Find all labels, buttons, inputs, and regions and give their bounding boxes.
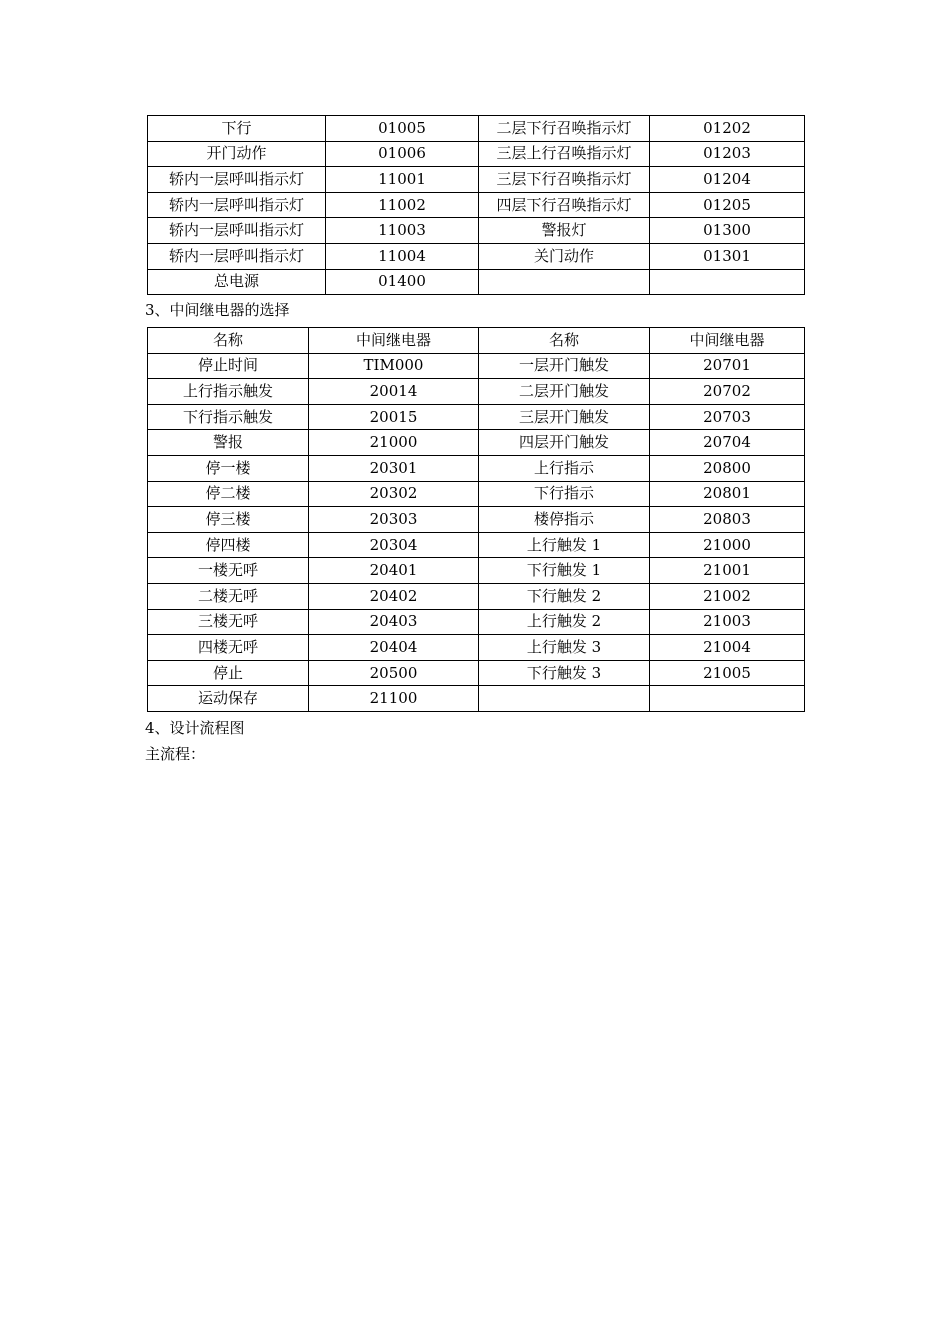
table-cell: 轿内一层呼叫指示灯 bbox=[148, 192, 326, 218]
table-cell: 20403 bbox=[309, 609, 479, 635]
table-row bbox=[148, 609, 805, 635]
table-cell: 11003 bbox=[326, 218, 479, 244]
table-cell: 上行触发 3 bbox=[479, 635, 650, 661]
table-cell: 下行触发 3 bbox=[479, 660, 650, 686]
table-cell: 关门动作 bbox=[479, 243, 650, 269]
table-cell bbox=[650, 686, 805, 712]
table-cell: 轿内一层呼叫指示灯 bbox=[148, 243, 326, 269]
table-cell: 21004 bbox=[650, 635, 805, 661]
table-row bbox=[148, 455, 805, 481]
table-cell: 20704 bbox=[650, 430, 805, 456]
table-row bbox=[148, 583, 805, 609]
main-flow-label: 主流程： bbox=[145, 745, 206, 763]
table-row bbox=[148, 404, 805, 430]
table-cell: 下行指示触发 bbox=[148, 404, 309, 430]
column-header: 名称 bbox=[148, 328, 309, 354]
table-cell: 21000 bbox=[309, 430, 479, 456]
section-3-heading: 3、中间继电器的选择 bbox=[145, 301, 290, 319]
table-cell bbox=[479, 269, 650, 295]
table-row bbox=[148, 558, 805, 584]
io-table-body bbox=[148, 116, 805, 295]
table-cell bbox=[650, 269, 805, 295]
table-cell: 运动保存 bbox=[148, 686, 309, 712]
table-cell: 下行 bbox=[148, 116, 326, 142]
table-cell: 20801 bbox=[650, 481, 805, 507]
table-cell: 停止 bbox=[148, 660, 309, 686]
table-row bbox=[148, 218, 805, 244]
table-cell: 警报灯 bbox=[479, 218, 650, 244]
table-cell: 上行触发 2 bbox=[479, 609, 650, 635]
table-cell: 二楼无呼 bbox=[148, 583, 309, 609]
table-cell: 一楼无呼 bbox=[148, 558, 309, 584]
table-cell: 01400 bbox=[326, 269, 479, 295]
table-cell: 总电源 bbox=[148, 269, 326, 295]
table-cell: 20701 bbox=[650, 353, 805, 379]
table-cell: 20800 bbox=[650, 455, 805, 481]
table-cell: 20301 bbox=[309, 455, 479, 481]
table-row bbox=[148, 167, 805, 193]
table-cell: 20703 bbox=[650, 404, 805, 430]
table-cell: 下行触发 2 bbox=[479, 583, 650, 609]
table-cell: 01204 bbox=[650, 167, 805, 193]
table-row bbox=[148, 532, 805, 558]
table-row bbox=[148, 141, 805, 167]
table-cell: 21002 bbox=[650, 583, 805, 609]
table-cell: 01005 bbox=[326, 116, 479, 142]
table-row bbox=[148, 507, 805, 533]
table-cell: 下行指示 bbox=[479, 481, 650, 507]
table-row bbox=[148, 379, 805, 405]
table-cell: 三层下行召唤指示灯 bbox=[479, 167, 650, 193]
table-row bbox=[148, 430, 805, 456]
table-row bbox=[148, 686, 805, 712]
table-cell: 20302 bbox=[309, 481, 479, 507]
table-row bbox=[148, 660, 805, 686]
table-cell bbox=[479, 686, 650, 712]
table-cell: 上行触发 1 bbox=[479, 532, 650, 558]
table-cell: 上行指示 bbox=[479, 455, 650, 481]
table-cell: 一层开门触发 bbox=[479, 353, 650, 379]
table-cell: 四层下行召唤指示灯 bbox=[479, 192, 650, 218]
table-cell: 轿内一层呼叫指示灯 bbox=[148, 167, 326, 193]
table-cell: 21003 bbox=[650, 609, 805, 635]
table-cell: 楼停指示 bbox=[479, 507, 650, 533]
table-cell: 二层下行召唤指示灯 bbox=[479, 116, 650, 142]
table-cell: 01202 bbox=[650, 116, 805, 142]
table-cell: 轿内一层呼叫指示灯 bbox=[148, 218, 326, 244]
table-cell: 停止时间 bbox=[148, 353, 309, 379]
table-cell: 11002 bbox=[326, 192, 479, 218]
table-cell: 二层开门触发 bbox=[479, 379, 650, 405]
table-cell: 20014 bbox=[309, 379, 479, 405]
io-assignment-table bbox=[147, 115, 805, 295]
table-row bbox=[148, 269, 805, 295]
table-row bbox=[148, 481, 805, 507]
table-cell: 四楼无呼 bbox=[148, 635, 309, 661]
table-cell: 11004 bbox=[326, 243, 479, 269]
table-row bbox=[148, 116, 805, 142]
table-cell: 21100 bbox=[309, 686, 479, 712]
table-cell: 三层上行召唤指示灯 bbox=[479, 141, 650, 167]
table-cell: 01300 bbox=[650, 218, 805, 244]
relay-table-body bbox=[148, 353, 805, 711]
table-cell: 20500 bbox=[309, 660, 479, 686]
table-cell: 20402 bbox=[309, 583, 479, 609]
table-cell: 上行指示触发 bbox=[148, 379, 309, 405]
relay-selection-table bbox=[147, 327, 805, 712]
table-cell: 开门动作 bbox=[148, 141, 326, 167]
table-cell: 四层开门触发 bbox=[479, 430, 650, 456]
column-header: 中间继电器 bbox=[309, 328, 479, 354]
table-cell: 停二楼 bbox=[148, 481, 309, 507]
table-cell: 01301 bbox=[650, 243, 805, 269]
table-cell: 停四楼 bbox=[148, 532, 309, 558]
table-cell: 三楼无呼 bbox=[148, 609, 309, 635]
table-cell: 21001 bbox=[650, 558, 805, 584]
column-header: 中间继电器 bbox=[650, 328, 805, 354]
table-cell: 20702 bbox=[650, 379, 805, 405]
relay-table-header bbox=[148, 328, 805, 354]
table-cell: 20303 bbox=[309, 507, 479, 533]
table-cell: 下行触发 1 bbox=[479, 558, 650, 584]
table-cell: 20404 bbox=[309, 635, 479, 661]
table-cell: 01205 bbox=[650, 192, 805, 218]
table-row bbox=[148, 192, 805, 218]
table-header-row bbox=[148, 328, 805, 354]
table-row bbox=[148, 243, 805, 269]
table-cell: 停一楼 bbox=[148, 455, 309, 481]
table-cell: 停三楼 bbox=[148, 507, 309, 533]
table-cell: 01006 bbox=[326, 141, 479, 167]
section-4-heading: 4、设计流程图 bbox=[145, 719, 245, 737]
table-cell: TIM000 bbox=[309, 353, 479, 379]
table-cell: 20401 bbox=[309, 558, 479, 584]
table-cell: 三层开门触发 bbox=[479, 404, 650, 430]
table-cell: 20015 bbox=[309, 404, 479, 430]
table-cell: 20803 bbox=[650, 507, 805, 533]
table-row bbox=[148, 635, 805, 661]
table-cell: 21000 bbox=[650, 532, 805, 558]
table-cell: 警报 bbox=[148, 430, 309, 456]
table-cell: 20304 bbox=[309, 532, 479, 558]
table-cell: 21005 bbox=[650, 660, 805, 686]
table-row bbox=[148, 353, 805, 379]
table-cell: 11001 bbox=[326, 167, 479, 193]
table-cell: 01203 bbox=[650, 141, 805, 167]
column-header: 名称 bbox=[479, 328, 650, 354]
